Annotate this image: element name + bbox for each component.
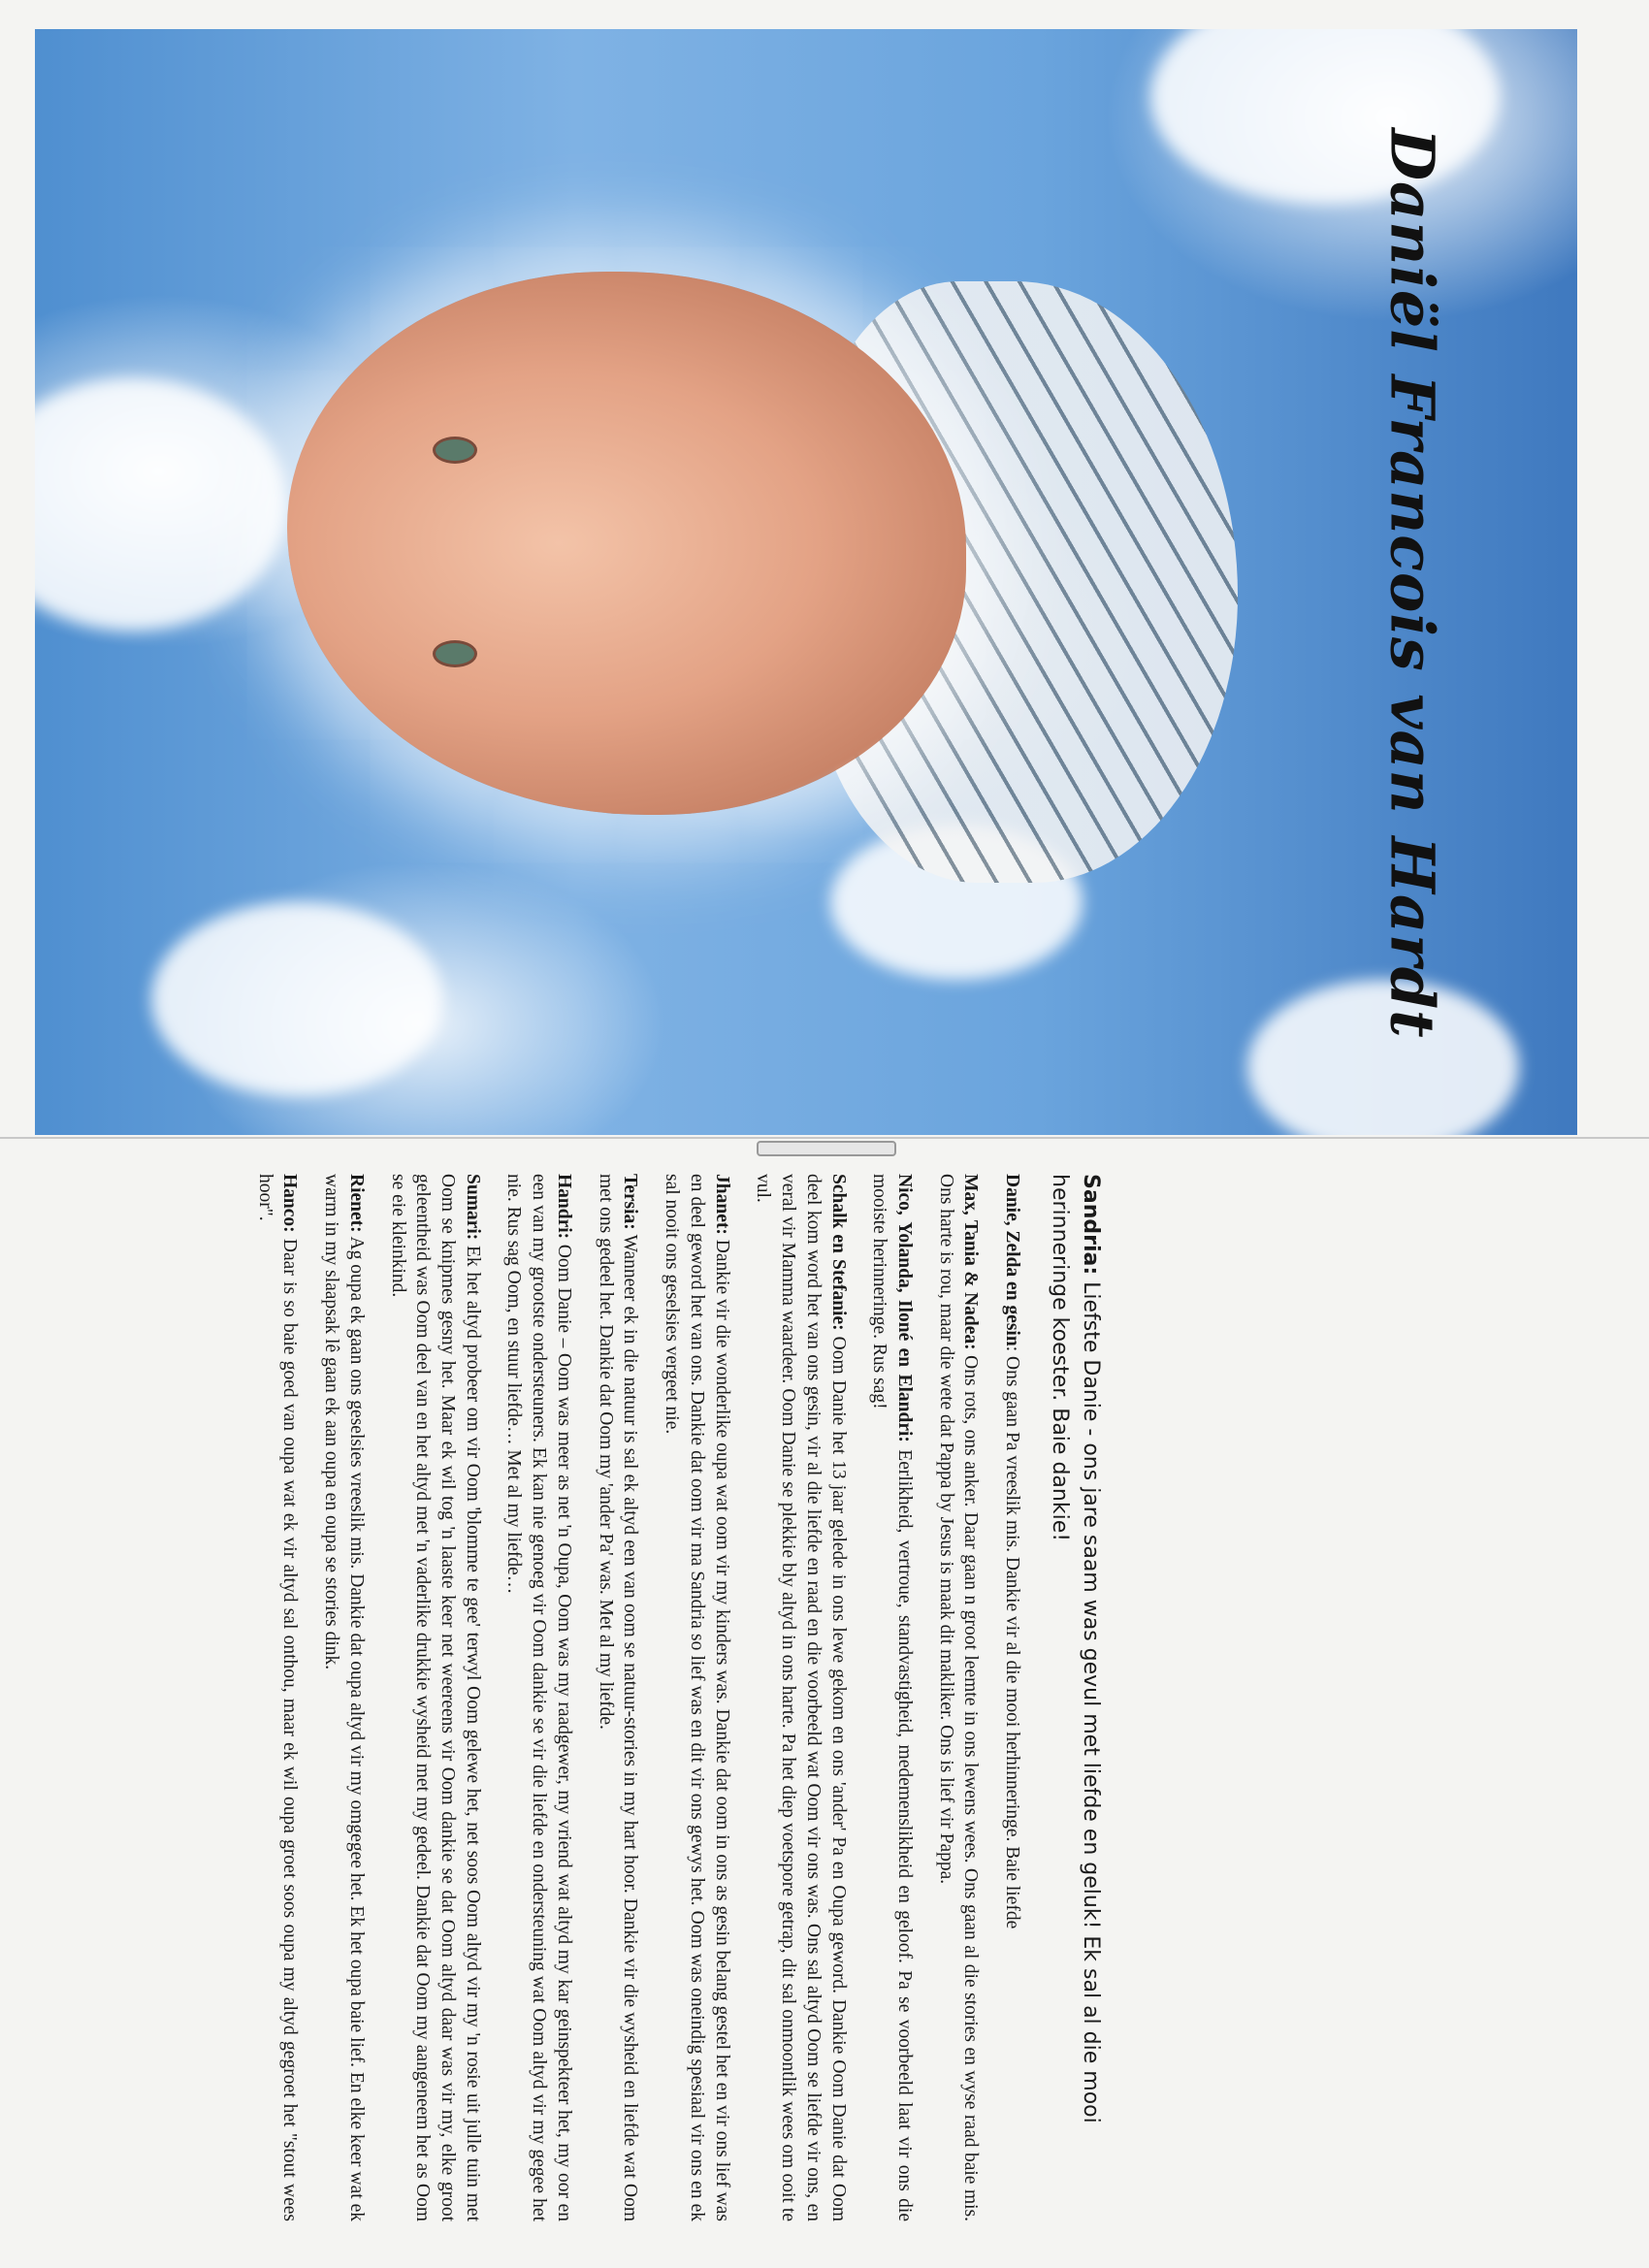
tribute-entry <box>751 1174 851 2221</box>
tribute-author: Max, Tania & Nadea: <box>960 1174 982 1350</box>
deceased-name: Daniël Francois van Hardt <box>1376 128 1448 1039</box>
tribute-entry <box>385 1174 485 2221</box>
tribute-author: Sandria: <box>1079 1174 1103 1276</box>
tributes-panel <box>58 1154 1125 2241</box>
name-area <box>1354 116 1471 1067</box>
tribute-entry <box>593 1174 642 2221</box>
eye <box>433 640 477 667</box>
tribute-text: Ons rots, ons anker. Daar gaan n groot leemte in ons lewens wees. Ons gaan al die stories en wyse raad baie mis. Ons harte is rou, maar die wete dat Pappa by Jesus is maak dit makliker. Ons is lief vir Pappa. <box>935 1174 982 2221</box>
eye <box>433 437 477 464</box>
tribute-author: Nico, Yolanda, Iloné en Elandri: <box>894 1174 916 1442</box>
tribute-entry <box>867 1174 917 2221</box>
cover-photo-panel <box>35 29 1577 1135</box>
tribute-author: Hanco: <box>279 1174 301 1233</box>
tribute-text: Eerlikheid, vertroue, standvastigheid, medemenslikheid en geloof. Pa se voorbeeld laat vir ons die mooiste herinneringe. Rus sag! <box>869 1174 916 2221</box>
tribute-author: Rienet: <box>345 1174 367 1233</box>
tribute-entry <box>659 1174 733 2221</box>
tribute-author: Sumari: <box>462 1174 483 1241</box>
tribute-entry <box>318 1174 368 2221</box>
tribute-author: Jhanet: <box>711 1174 732 1235</box>
tribute-entry <box>252 1174 302 2221</box>
tribute-entry <box>933 1174 983 2221</box>
tribute-text: Oom Danie – Oom was meer as net 'n Oupa, Oom was my raadgewer, my vriend wat altyd my kar geinspekteer het, my oor en een van my grootste ondersteuners. Ek kan nie genoeg vir Oom dankie se vir die liefde en ondersteuning wat Oom altyd vir my gegee het nie. Rus sag Oom, en stuur liefde… Met al my liefde… <box>503 1174 574 2221</box>
portrait-photo <box>287 272 966 815</box>
tribute-text: Dankie vir die wonderlike oupa wat oom vir my kinders was. Dankie dat oom in ons as gesin belang gestel het en vir ons lief was en deel geword het van ons. Dankie dat oom vir ma Sandria so lief was en dit vir ons gewys het. Oom was oneindig spesiaal vir ons en ek sal nooit ons geselsies vergeet nie. <box>662 1174 732 2221</box>
fold-line <box>0 1137 1649 1139</box>
tribute-text: Wanneer ek in die natuur is sal ek altyd een van oom se natuur-stories in my hart hoor. Dankie vir die wysheid en liefde wat Oom met ons gedeel het. Dankie dat Oom my 'ander Pa' was. Met al my liefde. <box>595 1174 641 2221</box>
tribute-text: Ek het altyd probeer om vir Oom 'blomme te gee' terwyl Oom gelewe het, net soos Oom altyd vir my 'n rosie uit julle tuin met Oom se knipmes gesny het. Maar ek wil tog 'n laaste keer net weereens vir Oom dankie se dat Oom altyd daar was vir my, elke groot geleentheid was Oom deel van en het altyd met 'n vaderlike drukkie wysheid met my gedeel. Dankie dat Oom my aangeneem het as Oom se eie kleinkind. <box>387 1174 483 2221</box>
tribute-text: Liefste Danie - ons jare saam was gevul met liefde en geluk! Ek sal al die mooi herinneringe koester. Baie dankie! <box>1048 1174 1103 2123</box>
tribute-author: Danie, Zelda en gesin <box>1002 1174 1023 1346</box>
tribute-author: Tersia: <box>620 1174 641 1230</box>
intro-tribute <box>1044 1174 1106 2221</box>
tribute-author: Schalk en Stefanie: <box>827 1174 849 1331</box>
tribute-author: Handri: <box>553 1174 574 1240</box>
tribute-entry <box>501 1174 576 2221</box>
cloud <box>35 378 287 631</box>
tribute-text: Oom Danie het 13 jaar gelede in ons lewe gekom en ons 'ander' Pa en Oupa geword. Dankie Oom Danie dat Oom deel kom word het van ons gesin, vir al die liefde en raad en die voorbeeld wat Oom vir ons was. Ons sal altyd Oom se liefde vir ons, en veral vir Mamma waardeer. Oom Danie se plekkie bly altyd in ons harte. Pa het diep voetspore getrap, dit sal onmoontlik wees om ooit te vul. <box>753 1174 849 2221</box>
tribute-text: Daar is so baie goed van oupa wat ek vir altyd sal onthou, maar ek wil oupa groet soos oupa my altyd gegroet het "stout wees hoor". <box>254 1174 301 2221</box>
cloud <box>151 902 442 1096</box>
tribute-entry <box>999 1174 1024 2221</box>
tribute-text: Ag oupa ek gaan ons geselsies vreeslik mis. Dankie dat oupa altyd vir my omgegee het. Ek het oupa baie lief. En elke keer wat ek warm in my slaapsak lê gaan ek aan oupa en oupa se stories dink. <box>321 1174 367 2221</box>
tributes-text <box>78 1174 1106 2221</box>
tribute-text: : Ons gaan Pa vreeslik mis. Dankie vir al die mooi herhinneringe. Baie liefde <box>1002 1345 1023 1929</box>
